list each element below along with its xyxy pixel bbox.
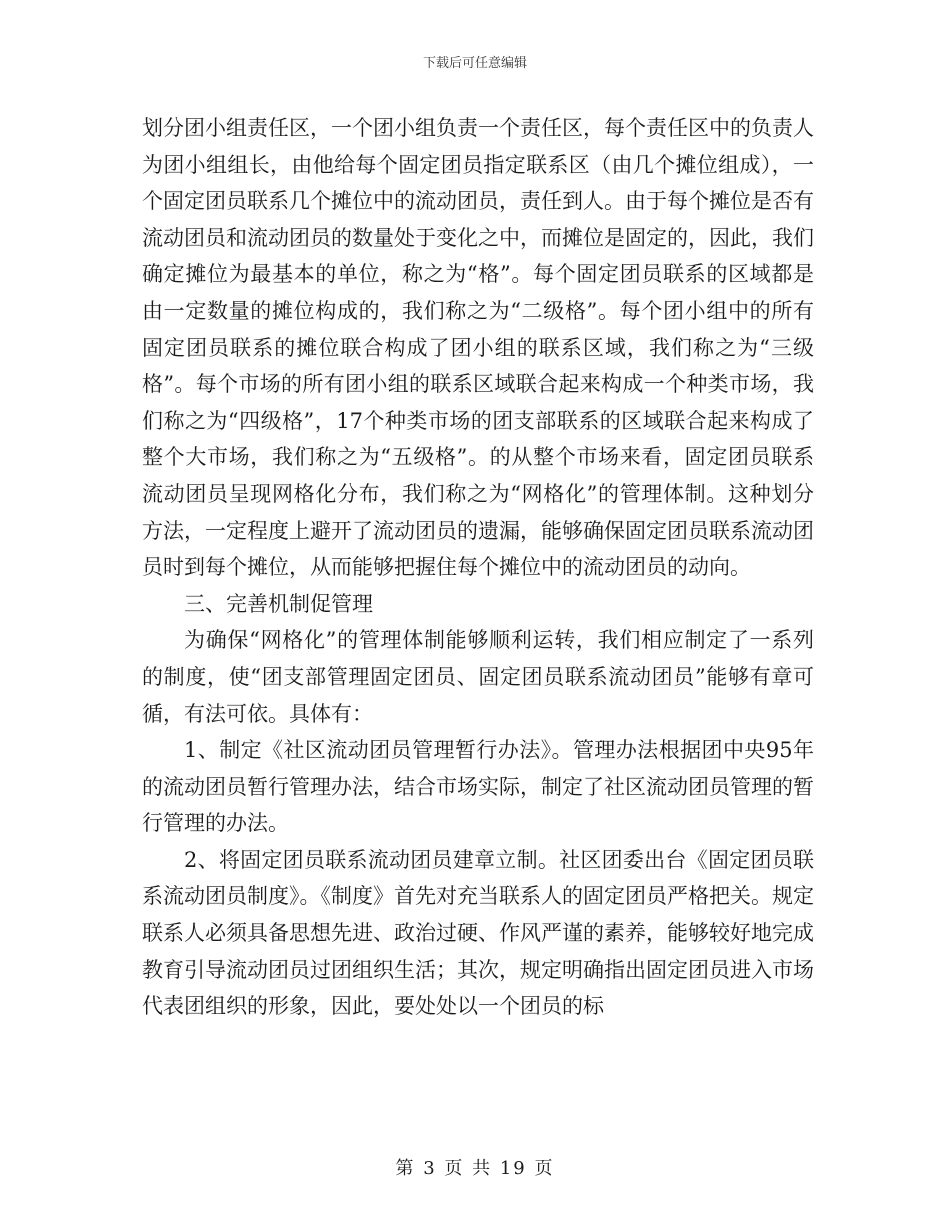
page-header-note: 下载后可任意编辑 (422, 56, 527, 71)
document-body (142, 110, 814, 1025)
paragraph-grid-division: 划分团小组责任区，一个团小组负责一个责任区，每个责任区中的负责人为团小组组长，由他给每个固定团员指定联系区（由几个摊位组成），一个固定团员联系几个摊位中的流动团员，责任到人。由于每个摊位是否有流动团员和流动团员的数量处于变化之中，而摊位是固定的，因此，我们确定摊位为最基本的单位，称之为“格”。每个固定团员联系的区域都是由一定数量的摊位构成的，我们称之为“二级格”。每个团小组中的所有固定团员联系的摊位联合构成了团小组的联系区域，我们称之为“三级格”。每个市场的所有团小组的联系区域联合起来构成一个种类市场，我们称之为“四级格”，17个种类市场的团支部联系的区域联合起来构成了整个大市场，我们称之为“五级格”。的从整个市场来看，固定团员联系流动团员呈现网格化分布，我们称之为“网格化”的管理体制。这种划分方法，一定程度上避开了流动团员的遗漏，能够确保固定团员联系流动团员时到每个摊位，从而能够把握住每个摊位中的流动团员的动向。 (142, 116, 814, 580)
paragraph-item-2: 2、将固定团员联系流动团员建章立制。社区团委出台《固定团员联系流动团员制度》。《制度》首先对充当联系人的固定团员严格把关。规定联系人必须具备思想先进、政治过硬、作风严谨的素养，能够较好地完成教育引导流动团员过团组织生活；其次，规定明确指出固定团员进入市场代表团组织的形象，因此，要处处以一个团员的标 (142, 847, 814, 1019)
page-number: 第 3 页 共 19 页 (395, 1158, 555, 1179)
section-heading-3: 三、完善机制促管理 (184, 591, 373, 616)
paragraph-item-1: 1、制定《社区流动团员管理暂行办法》。管理办法根据团中央95年的流动团员暂行管理办法，结合市场实际，制定了社区流动团员管理的暂行管理的办法。 (142, 738, 814, 836)
paragraph-mechanism-intro: 为确保“网格化”的管理体制能够顺利运转，我们相应制定了一系列的制度，使“团支部管理固定团员、固定团员联系流动团员”能够有章可循，有法可依。具体有： (142, 628, 814, 726)
